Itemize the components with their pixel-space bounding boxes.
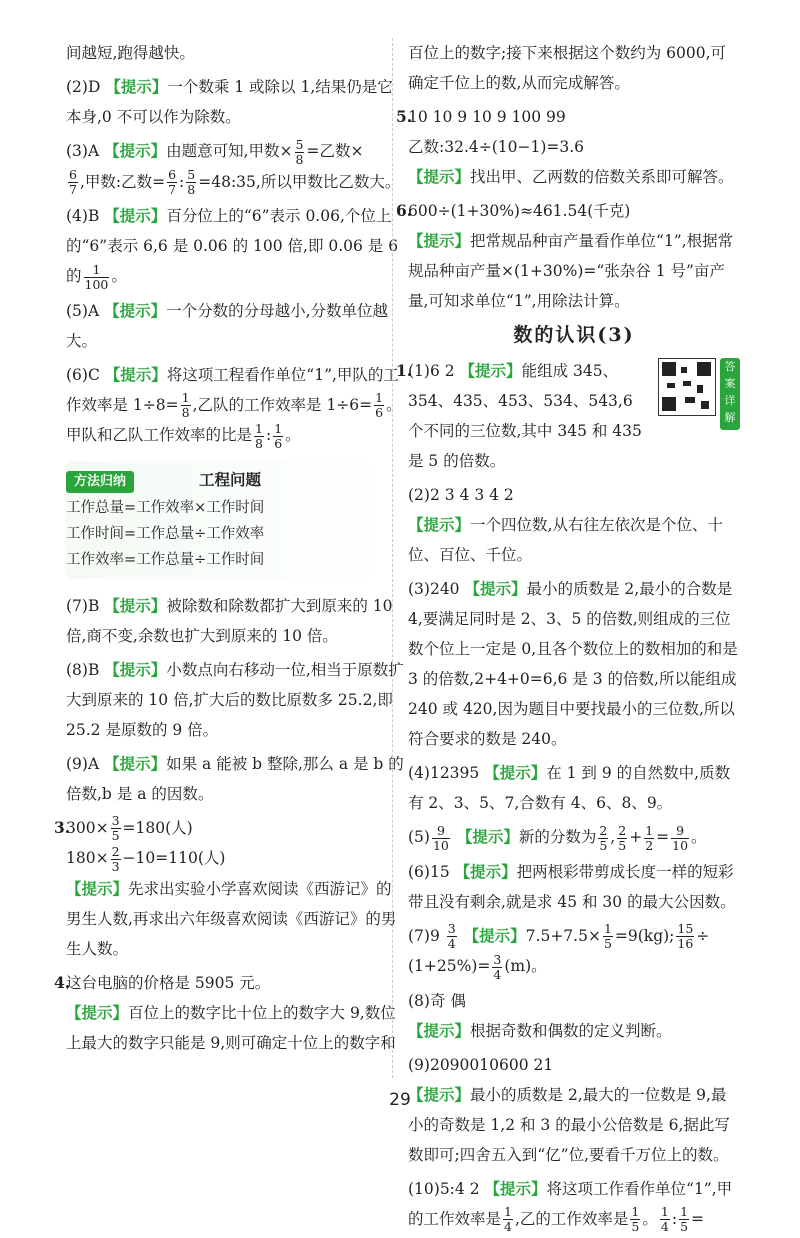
answer-8 xyxy=(66,655,404,745)
hint-label: 【提示】 xyxy=(104,206,167,225)
hint-label: 【提示】 xyxy=(104,659,167,679)
hint-text: 最小的质数是 2,最大的一位数是 9,最小的奇数是 1,2 和 3 的最小公倍数是 6,据此写数即可;四舍五入到“亿”位,要看千万位上的数。 xyxy=(408,1085,730,1164)
hint-label: 【提示】 xyxy=(464,579,527,598)
hint-text: 一个数乘 1 或除以 1,结果仍是它本身,0 不可以作为除数。 xyxy=(66,78,393,126)
fraction: $\frac{1}{100}$ xyxy=(84,261,109,292)
hint-label: 【提示】 xyxy=(484,763,547,782)
answer-label: (8)奇 偶 xyxy=(408,991,466,1010)
answer-label: (9)A xyxy=(66,754,100,773)
answer-b5 xyxy=(408,822,740,853)
answer-label: (10)5:4 2 xyxy=(408,1179,480,1198)
method-title: 工程问题 xyxy=(198,469,261,489)
answer-2 xyxy=(66,72,404,132)
answer-9 xyxy=(66,749,404,809)
colon: : xyxy=(265,426,272,444)
hint-text: ,乙队的工作效率是 1÷6= xyxy=(192,395,373,414)
hint-text: 7.5+7.5× xyxy=(525,926,601,945)
math-text: 300× xyxy=(66,818,109,837)
fraction: $\frac{1}{5}$ xyxy=(680,1204,689,1234)
answer-text: 10 10 9 10 9 100 99 xyxy=(408,108,566,126)
fraction: $\frac{6}{7}$ xyxy=(69,167,77,197)
question-number: 5. xyxy=(396,107,413,126)
answer-b8 xyxy=(408,986,740,1046)
hint-text: 将这项工程看作单位“1”,甲队的工作效率是 1÷8= xyxy=(66,365,399,414)
hint-text: =48:35,所以甲数比乙数大。 xyxy=(198,172,401,191)
answer-6 xyxy=(66,360,404,451)
comma: , xyxy=(610,828,616,846)
answer-4 xyxy=(66,201,404,292)
hint-text: 能组成 345、354、435、453、534、543,6 个不同的三位数,其中 345 和 435 是 5 的倍数。 xyxy=(408,362,642,470)
answer-text: 乙数:32.4÷(10−1)=3.6 xyxy=(408,138,585,156)
hint-text: 小数点向右移动一位,相当于原数扩大到原来的 10 倍,扩大后的数比原数多 25.2,即 25.2 是原数的 9 倍。 xyxy=(66,660,404,739)
fraction: $\frac{1}{2}$ xyxy=(645,822,654,853)
answer-label: (6)C xyxy=(66,365,100,384)
math-text: =9(kg); xyxy=(614,926,675,945)
answer-7 xyxy=(66,591,404,651)
period: 。 xyxy=(386,395,402,414)
hint-text: ,甲数:乙数= xyxy=(79,172,166,191)
answer-b7 xyxy=(408,921,740,982)
hint-text: 把两根彩带剪成长度一样的短彩带且没有剩余,就是求 45 和 30 的最大公因数。 xyxy=(408,862,736,911)
section-title: 数的认识(3) xyxy=(513,324,635,346)
hint-text: 一个四位数,从右往左依次是个位、十位、百位、千位。 xyxy=(408,516,723,564)
fraction: $\frac{2}{3}$ xyxy=(111,843,120,874)
qr-label: 答案详解 xyxy=(720,358,740,430)
answer-label: (7)B xyxy=(66,596,100,615)
question-3 xyxy=(54,813,404,964)
left-column xyxy=(54,38,404,1062)
qr-code-block[interactable] xyxy=(658,358,740,430)
answer-label: (4)12395 xyxy=(408,764,480,782)
hint-label: 【提示】 xyxy=(408,231,471,250)
hint-label: 【提示】 xyxy=(463,925,526,945)
answer-b3 xyxy=(408,574,740,754)
answer-label: (5) xyxy=(408,828,430,846)
colon: : xyxy=(179,172,185,191)
question-number: 3. xyxy=(54,817,71,837)
math-text: 180× xyxy=(66,849,109,867)
hint-text: 将这项工作看作单位“1”,甲的工作效率是 xyxy=(408,1179,733,1228)
colon: : xyxy=(671,1209,678,1228)
answer-b2 xyxy=(408,480,740,570)
question-number: 1. xyxy=(396,361,413,380)
hint-text: =乙数× xyxy=(306,142,364,160)
fraction: $\frac{9}{10}$ xyxy=(672,822,689,853)
answer-label: (4)B xyxy=(66,207,100,225)
hint-label: 【提示】 xyxy=(104,753,167,773)
hint-text: 百分位上的“6”表示 0.06,个位上的“6”表示 6,6 是 0.06 的 100 倍,即 0.06 是 6 的 xyxy=(66,207,399,285)
hint-text: 根据奇数和偶数的定义判断。 xyxy=(470,1021,672,1040)
hint-label: 【提示】 xyxy=(459,361,522,380)
fraction: $\frac{1}{4}$ xyxy=(660,1204,669,1234)
question-number: 6. xyxy=(396,201,413,220)
page-number: 29 xyxy=(389,1090,411,1110)
answer-label: (2)2 3 4 3 4 2 xyxy=(408,486,514,504)
hint-text: 一个分数的分母越小,分数单位越大。 xyxy=(66,301,389,350)
answer-text: 这台电脑的价格是 5905 元。 xyxy=(66,973,271,992)
answer-label: (8)B xyxy=(66,660,100,679)
math-text: (1+25%)= xyxy=(408,957,491,975)
answer-label: (5)A xyxy=(66,301,100,320)
hint-label: 【提示】 xyxy=(408,515,471,534)
answer-label: (3)240 xyxy=(408,580,460,598)
fraction: $\frac{1}{8}$ xyxy=(255,420,263,451)
column-divider xyxy=(392,38,393,1078)
fraction: $\frac{5}{8}$ xyxy=(187,167,196,197)
fraction: $\frac{1}{4}$ xyxy=(504,1204,512,1234)
period: 。 xyxy=(691,828,707,846)
fraction: $\frac{6}{7}$ xyxy=(168,167,177,197)
method-formula: 工作总量=工作效率×工作时间 xyxy=(66,499,265,516)
method-tag: 方法归纳 xyxy=(66,471,134,493)
fraction: $\frac{15}{16}$ xyxy=(677,921,694,951)
hint-label: 【提示】 xyxy=(104,595,167,615)
hint-text: 被除数和除数都扩大到原来的 10 倍,商不变,余数也扩大到原来的 10 倍。 xyxy=(66,596,393,645)
hint-label: 【提示】 xyxy=(408,1084,471,1104)
hint-text: 在 1 到 9 的自然数中,质数有 2、3、5、7,合数有 4、6、8、9。 xyxy=(408,764,731,812)
question-6 xyxy=(396,196,740,316)
answer-b10 xyxy=(408,1174,740,1235)
hint-label: 【提示】 xyxy=(104,300,167,320)
hint-label: 【提示】 xyxy=(66,1002,129,1022)
answer-3 xyxy=(66,136,404,197)
answer-label: (7)9 xyxy=(408,926,440,945)
math-text: ÷ xyxy=(696,926,710,945)
text-line: 百位上的数字;接下来根据这个数约为 6000,可确定千位上的数,从而完成解答。 xyxy=(408,44,727,92)
fraction: $\frac{1}{8}$ xyxy=(181,390,190,420)
question-4 xyxy=(54,968,404,1058)
qr-code-icon[interactable] xyxy=(658,358,716,416)
section-body xyxy=(396,356,740,476)
method-summary-box xyxy=(66,461,404,579)
answer-label: (1)6 2 xyxy=(408,362,455,380)
fraction: $\frac{3}{4}$ xyxy=(447,921,456,951)
fraction: $\frac{1}{5}$ xyxy=(603,921,612,951)
plus: + xyxy=(629,828,643,846)
hint-text: 找出甲、乙两数的倍数关系即可解答。 xyxy=(470,168,734,186)
hint-text: 如果 a 能被 b 整除,那么 a 是 b 的倍数,b 是 a 的因数。 xyxy=(66,754,404,803)
hint-text: 百位上的数字比十位上的数字大 9,数位上最大的数字只能是 9,则可确定十位上的数字和 xyxy=(66,1003,396,1052)
method-formula: 工作效率=工作总量÷工作时间 xyxy=(66,551,265,568)
answer-label: (3)A xyxy=(66,142,100,160)
answer-label: (9)2090010600 21 xyxy=(408,1055,554,1074)
hint-label: 【提示】 xyxy=(105,77,168,96)
hint-text: 先求出实验小学喜欢阅读《西游记》的男生人数,再求出六年级喜欢阅读《西游记》的男生人数。 xyxy=(66,879,397,958)
fraction: $\frac{5}{8}$ xyxy=(295,136,304,167)
hint-label: 【提示】 xyxy=(66,878,129,898)
hint-label: 【提示】 xyxy=(456,827,519,846)
hint-label: 【提示】 xyxy=(104,364,167,384)
hint-text: 最小的质数是 2,最小的合数是 4,要满足同时是 2、3、5 的倍数,则组成的三位数个位上一定是 0,且各个数位上的数相加的和是 3 的倍数,2+4+0=6,6 是 3 的倍数,所以能组成 240 或 420,因为题目中要找最小的三位数,所以符合要求的数是 240。 xyxy=(408,580,738,748)
answer-label: (6)15 xyxy=(408,862,450,881)
fraction: $\frac{1}{6}$ xyxy=(274,420,283,451)
answer-label: (2)D xyxy=(66,78,101,96)
hint-text: 由题意可知,甲数× xyxy=(166,142,293,160)
fraction: $\frac{3}{4}$ xyxy=(493,951,502,982)
question-5 xyxy=(396,102,740,192)
period: 。 xyxy=(642,1209,658,1228)
answer-5 xyxy=(66,296,404,356)
question-number: 4. xyxy=(54,972,71,992)
hint-label: 【提示】 xyxy=(408,167,471,186)
hint-label: 【提示】 xyxy=(484,1178,547,1198)
answer-text: 600÷(1+30%)≈461.54(千克) xyxy=(408,202,631,220)
math-text: (m)。 xyxy=(504,957,547,975)
text-line: 间越短,跑得越快。 xyxy=(66,44,195,62)
math-text: −10=110(人) xyxy=(122,849,226,867)
fraction: $\frac{2}{5}$ xyxy=(618,822,627,853)
hint-text: 把常规品种亩产量看作单位“1”,根据常规品种亩产量×(1+30%)=“张杂谷 1 号”亩产量,可知求单位“1”,用除法计算。 xyxy=(408,232,734,310)
period: 。 xyxy=(285,426,301,444)
fraction: $\frac{3}{5}$ xyxy=(111,813,120,843)
answer-b4 xyxy=(408,758,740,818)
math-text: =180(人) xyxy=(122,818,193,837)
equals: = xyxy=(691,1209,705,1228)
hint-label: 【提示】 xyxy=(454,861,517,881)
fraction: $\frac{1}{5}$ xyxy=(631,1204,640,1234)
fraction: $\frac{9}{10}$ xyxy=(432,822,449,853)
period: 。 xyxy=(111,267,127,285)
fraction: $\frac{1}{6}$ xyxy=(375,390,384,420)
hint-text: 甲队和乙队工作效率的比是 xyxy=(66,426,253,444)
hint-label: 【提示】 xyxy=(408,1020,471,1040)
hint-text: 新的分数为 xyxy=(518,828,597,846)
hint-label: 【提示】 xyxy=(104,141,167,160)
fraction: $\frac{2}{5}$ xyxy=(599,822,608,853)
equals: = xyxy=(656,828,670,846)
hint-text: ,乙的工作效率是 xyxy=(514,1209,629,1228)
answer-b6 xyxy=(408,857,740,917)
method-formula: 工作时间=工作总量÷工作效率 xyxy=(66,525,265,542)
